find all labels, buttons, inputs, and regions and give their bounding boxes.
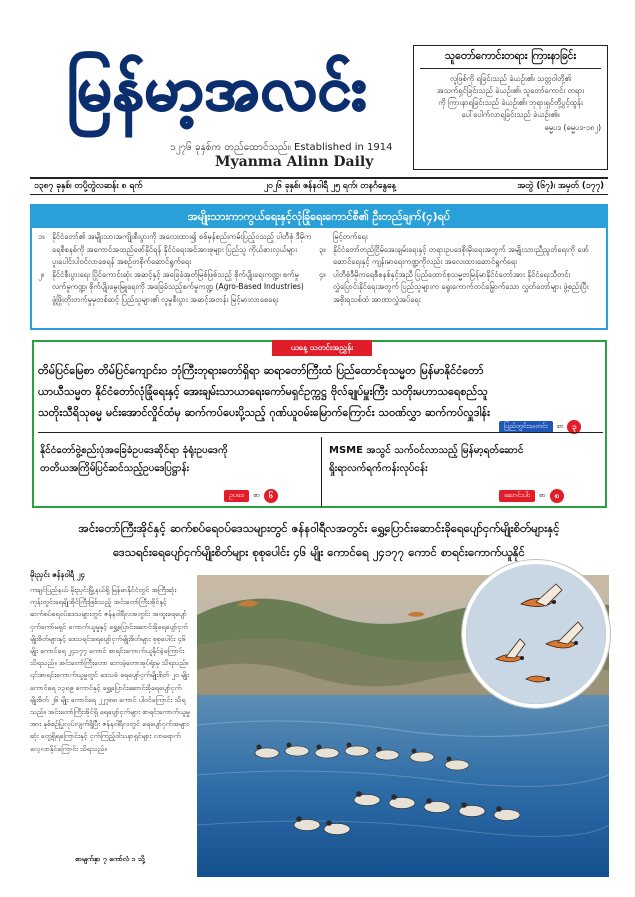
- headline-line: ဒေသရင်းရေပျော်ငှက်မျိုးစိတ်များ စုစုပေါင်း ၄၆ မျိုး ကောင်ရေ ၂၄၁၇၇ ကောင် စာရင်းကောက်ယူနိုင်: [113, 545, 525, 559]
- newspaper-title: မြန်မာ့အလင်း: [67, 54, 368, 124]
- article-byline: မိုးညှင်း ဇန်နဝါရီ ၂၄: [30, 570, 85, 579]
- objective-text: ပါတီစုံဒီမိုကရေစီစနစ်နှင့်အညီ ပြည်ထောင်စုသမ္မတမြန်မာနိုင်ငံတော်အား နိုင်ငံရေးသီတင်းလွှဲပြောင်းနိုင်ရေးအတွက် ပြည်သူများက ရွေးကောက်တင်မြှောက်သော လွှတ်တော်များ ဖွဲ့စည်းပြီး အစိုးရသစ်ထံ အာဏာလွှဲအပ်ရေး: [333, 269, 589, 304]
- objectives-box: [30, 204, 608, 330]
- lead-story[interactable]: [38, 360, 603, 423]
- sub-story-left[interactable]: [40, 442, 318, 478]
- page-label: စာ: [556, 422, 564, 430]
- headline-line: အင်းတော်ကြီးအိုင်နှင့် ဆက်စပ်ရေဝပ်ဒေသများတွင် ဇန်နဝါရီလအတွင်း ရွှေ့ပြောင်းဆောင်းခိုရေပျော်ငှက်မျိုးစိတ်များနှင့်: [78, 521, 560, 535]
- objective-item: [319, 244, 594, 269]
- dateline-volume: အတွဲ (၆၇)၊ အမှတ် (၁၇၇): [517, 180, 604, 191]
- objective-item: [319, 231, 594, 244]
- dateline-myanmar-date: ၁၃၈၇ ခုနှစ်၊ တပို့တွဲလဆန်း ၈ ရက်: [34, 180, 143, 191]
- lead-story-line: တိမ်ပြင်မြေစာ တိမ်ပြင်ကျောင်း၀ ဘုံကြီးဘုရားတော်ရှိရာ ဆရာတော်ကြီးထံ ပြည်ထောင်စုသမ္မတ မြန်မာနိုင်ငံတော်: [38, 364, 484, 377]
- objectives-title: အမျိုးသားကာကွယ်ရေးနှင့်လုံခြုံရေးကောင်စီ၏ ဦးတည်ချက်(၄)ရပ်: [32, 206, 606, 228]
- objectives-right-column: [319, 231, 600, 306]
- sub-story-left-page-ref[interactable]: [224, 489, 278, 503]
- objective-number: [319, 231, 333, 244]
- objectives-left-column: [38, 231, 319, 306]
- objective-number: ၄။: [319, 269, 326, 279]
- continued-note: စာမျက်နှာ ၇ ကော်လံ ၁ သို့: [75, 855, 145, 863]
- sub-story-right-page-ref[interactable]: [499, 489, 564, 503]
- dateline-gregorian-date: ၂၀၂၆ ခုနှစ်၊ ဇန်နဝါရီ ၂၅ ရက်၊ တနင်္ဂနွေနေ့: [263, 180, 397, 191]
- lead-story-line: ယာယီသမ္မတ နိုင်ငံတော်လုံခြုံရေးနှင့် အေးချမ်းသာယာရေးကော်မရှင်ဥက္ကဋ္ဌ ဗိုလ်ချုပ်မှူးကြီး သတိုးမဟာသရေစည်သူ: [38, 385, 488, 398]
- lead-story-line: သတိုးသီရိသုဓမ္မ မင်းအောင်လှိုင်ထံမှ ဆက်ကပ်ပေးပို့သည့် ဂုဏ်ယူဝမ်းမြောက်ကြောင်း သဝဏ်လွှာ ဆက်ကပ်လှူဒါန်း: [38, 406, 490, 419]
- slogan-line: ပေါ်ပေါက်လာရခြင်းသည် ခဲယဉ်း၏။: [461, 110, 560, 119]
- objective-item: [38, 231, 313, 269]
- objective-number: ၃။: [319, 244, 326, 254]
- masthead: [30, 40, 405, 175]
- news-index-box: [32, 340, 607, 508]
- page-number-badge: ၆: [264, 489, 278, 503]
- slogan-line: အသက်ရှင်ခြင်းသည် ခဲယဉ်း၏၊ သူတော်ကောင်း တရား: [436, 86, 585, 95]
- page-label: စာ: [253, 491, 260, 499]
- sub-story-line: တတိယအကြိမ်ပြင်ဆင်သည့်ဥပဒေပြဋ္ဌာန်း: [40, 463, 190, 474]
- section-label: ဥပဒေ: [224, 490, 249, 502]
- page-number-badge: ၈: [550, 489, 564, 503]
- page-label: စာ: [538, 491, 546, 499]
- news-index-tag: ယနေ့ သတင်းအညွှန်း: [272, 340, 372, 356]
- sub-story-line: MSME အသွင် သက်ဝင်လာသည့် မြန်မာ့ရတ်ဆောင်: [329, 445, 524, 456]
- sub-story-line: ရှိုးရာလက်ရက်ကန်းလုပ်ငန်း: [329, 463, 428, 474]
- section-label: ပြည်တွင်းသတင်း: [499, 421, 553, 433]
- divider: [321, 437, 322, 507]
- dateline: [30, 177, 608, 195]
- established-line: ၁၂၇၆ ခုနှစ်က တည်ထောင်သည်။ Established in 1914: [170, 142, 393, 153]
- divider: [38, 432, 603, 433]
- flying-ducks-inset-photo: [462, 560, 610, 708]
- slogan-box: [413, 45, 608, 170]
- objective-text: နိုင်ငံတော်၏ အမျိုးသားအကျိုးစီးပွားကို အလေးထား၍ စစ်မှန်စည်းကမ်းပြည့်ဝသည့် ပါတီစုံ ဒီမိုကရေစီစနစ်ကို အကောင်အထည်ဖော်နိုင်ရန် နိုင်ငံရေးအင်အားစုများ ပြည်သူ ကိုယ်စားလှယ်များ ပူးပေါင်းပါဝင်လာစေရန် အစဉ်တစိုက်ဆောင်ရွက်ရေး: [52, 232, 312, 266]
- newspaper-title-english: Myanma Alinn Daily: [215, 154, 374, 170]
- objective-item: [319, 269, 594, 307]
- objective-number: ၂။: [38, 269, 44, 279]
- slogan-title: သူတော်ကောင်းတရား ကြားနာခြင်း: [420, 50, 601, 69]
- page-number-badge: ၃: [567, 420, 581, 434]
- section-label: ဆောင်းပါး: [499, 490, 535, 502]
- objective-text: နိုင်ငံစီးပွားရေး ပြိုင်ကောင်းဆုံး အဆင့်နှင့် အခြေခံအုတ်မြစ်ဖြစ်သည့် စိုက်ပျိုးရေးကဏ္ဍ၊ စက်မှုလက်မှုကဏ္ဍ၊ စိုက်ပျိုးမွေးမြူရေးကို အခြေခံသည့်စက်မှုကဏ္ဍ (Agro-Based Industries) ဖွံ့ဖြိုးတိုးတက်မှုမှတစ်ဆင့် ပြည်သူများ၏ လူမှုစီးပွား အဆင့်အတန်း မြင့်မားလာစေရေး: [52, 269, 304, 304]
- article-body: ကချင်ပြည်နယ် မိုးညှင်းမြို့နယ်ရှိ မြန်မာနိုင်ငံတွင် အကြီးဆုံး ကုန်းတွင်းရေချိုအိုင်ကြီးဖြစ်သည့် အင်းတော်ကြီးအိုင်နှင့် ဆက်စပ်ရေဝပ်ဒေသများတွင် ဇန်နဝါရီလအတွင်း အထူးရေပျော်ငှက်ကော်မရှင် ကောက်ယူမှုနှင့် ရွှေ့ပြောင်းဆောင်းခိုရေပျော်ငှက် မျိုးစိတ်များနှင့် ဒေသရင်းရေပျော်ငှက်မျိုးစိတ်များ စုစုပေါင်း ၄၆ မျိုး ကောင်ရေ ၂၄၁၇၇ ကောင် စာရင်းကောက်ယူနိုင်ခဲ့ကြောင်း သိရသည်။ အင်းတော်ကြီးတော ဘေးမဲ့တောအုပ်ရုံးမှ သိရသည်။ ၎င်းစာရင်းကောက်ယူမှုတွင် ဒေသခံ ရေပျော်ငှက်မျိုးစိတ် ၂၀ မျိုး ကောင်ရေ ၁၃၈၉ ကောင်နှင့် ရွှေ့ပြောင်းဆောင်းခိုရေပျော်ငှက်မျိုးစိတ် ၂၆ မျိုး ကောင်ရေ ၂၂၇၈၈ ကောင် ပါဝင်ကြောင်း သိရသည်။ အင်းတော်ကြီးအိုင်ရှိ ရေပျော်ငှက်များ စာရင်းကောက်ယူမှုအား နှစ်စဉ်ပြုလုပ်လျက်ရှိပြီး ဇန်နဝါရီလတွင် ရေပျော်ငှက်အများဆုံး တွေ့ရှိရကြောင်းနှင့် ငှက်ကြည့်ဝါသနာရှင်များ လာရောက်လေ့လာနိုင်ကြောင်း သိရသည်။: [30, 586, 190, 753]
- slogan-line: ကို ကြားနာရခြင်းသည် ခဲယဉ်း၏၊ ဘုရားရှင်တို့ပွင့်ထွန်း: [438, 98, 583, 107]
- sub-story-right[interactable]: [329, 442, 601, 478]
- slogan-line: လူဖြစ်ကို ရခြင်းသည် ခဲယဉ်း၏၊ သတ္တဝါတို့၏: [449, 74, 572, 83]
- slogan-source: ဓမ္မပဒ (ဓမ္မပဒ-၁၈၂): [544, 123, 601, 132]
- objective-number: ၁။: [38, 232, 45, 241]
- objective-text: မြင့်တက်ရေး: [333, 232, 368, 241]
- main-headline[interactable]: [30, 516, 608, 564]
- objective-item: [38, 269, 313, 307]
- sub-story-line: နိုင်ငံတော်ဗွဲ့စည်းပုံအခြေခံဥပဒေဆိုင်ရာ ခုံရုံးဥပဒေကို: [40, 445, 228, 456]
- objective-text: နိုင်ငံတော်တည်ငြိမ်အေးချမ်းရေးနှင့် တရားဥပဒေစိုးမိုးရေးအတွက် အမျိုးသားညီညွတ်ရေးကို ဖော်ဆောင်ရေးနှင့် ကျန်းမာရေးကဏ္ဍကိုလည်း အလေးထားဆောင်ရွက်ရေး: [333, 244, 589, 266]
